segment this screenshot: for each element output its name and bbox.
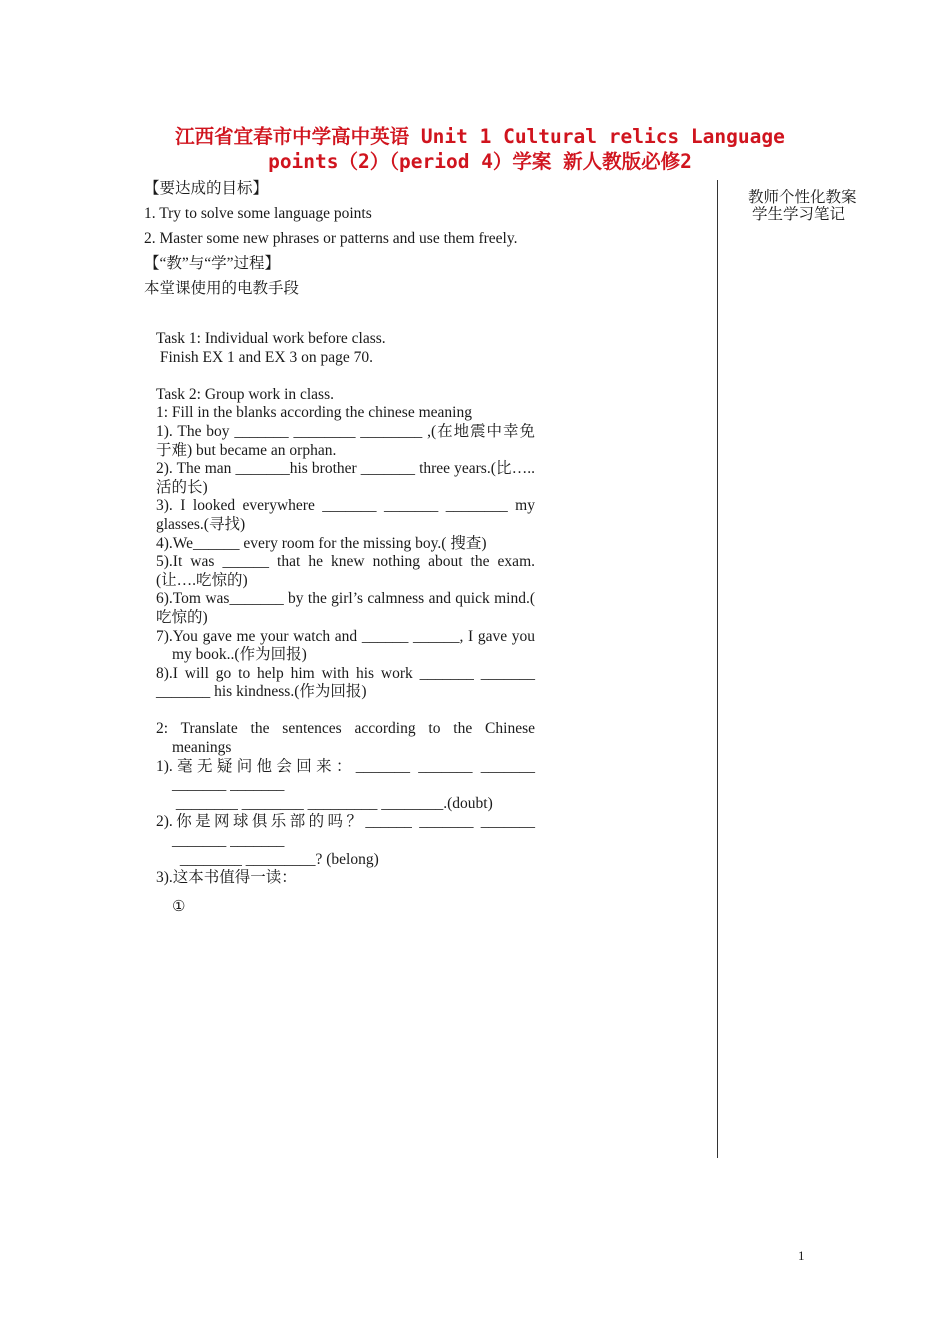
title-line-1: 江西省宜春市中学高中英语 Unit 1 Cultural relics Language	[175, 125, 785, 148]
translation-3: 3).这本书值得一读：	[156, 869, 297, 887]
side-note-teacher: 教师个性化教案	[748, 188, 857, 206]
page-number: 1	[798, 1248, 805, 1263]
goal-item-2: 2. Master some new phrases or patterns and use them freely.	[144, 230, 518, 247]
question-6: 6).Tom was_______ by the girl’s calmness and quick mind.( 吃惊的)	[156, 590, 535, 626]
media-label: 本堂课使用的电教手段	[144, 280, 300, 297]
question-3: 3). I looked everywhere _______ _______ ________ my glasses.(寻找)	[156, 497, 535, 533]
task-1-detail: Finish EX 1 and EX 3 on page 70.	[156, 348, 373, 366]
part-2-heading: 2: Translate the sentences according to the Chinese meanings	[156, 720, 535, 757]
question-1: 1). The boy _______ ________ ________ ,(在地震中幸免于难) but became an orphan.	[156, 422, 535, 459]
question-4: 4).We______ every room for the missing boy.( 搜查)	[156, 534, 487, 552]
title-line-2: points（2）（period 4）学案 新人教版必修2	[268, 150, 692, 173]
task-2-title: Task 2: Group work in class.	[156, 385, 335, 403]
spacer	[156, 702, 535, 721]
question-2: 2). The man _______his brother _______ three years.(比….. 活的长)	[156, 460, 535, 496]
column-divider	[717, 180, 718, 1158]
goals-section	[144, 176, 517, 301]
document-title	[150, 124, 810, 174]
translation-1: 1).毫无疑问他会回来：_______ _______ _______ _______ _______	[156, 757, 535, 794]
question-5: 5).It was ______ that he knew nothing about the exam.(让….吃惊的)	[156, 553, 535, 589]
process-heading: 【“教”与“学”过程】	[144, 255, 281, 272]
spacer	[156, 888, 535, 898]
translation-1-continued: ________ ________ _________ ________.(doubt)	[172, 794, 493, 812]
question-8: 8).I will go to help him with his work _______ _______ _______ his kindness.(作为回报)	[156, 664, 535, 701]
translation-3-item: ①	[172, 898, 186, 915]
side-note-student: 学生学习笔记	[752, 205, 846, 223]
goal-item-1: 1. Try to solve some language points	[144, 205, 372, 222]
translation-2-continued: ________ _________? (belong)	[176, 850, 379, 868]
part-1-heading: 1: Fill in the blanks according the chinese meaning	[156, 404, 472, 422]
translation-2: 2).你是网球俱乐部的吗？______ _______ _______ _______ _______	[156, 813, 535, 850]
spacer	[156, 367, 535, 386]
goals-heading: 【要达成的目标】	[144, 180, 269, 197]
task-1-title: Task 1: Individual work before class.	[156, 330, 386, 347]
exercise-content	[156, 330, 535, 916]
side-notes	[748, 189, 857, 223]
question-7: 7).You gave me your watch and ______ ______, I gave you my book..(作为回报)	[156, 627, 535, 664]
